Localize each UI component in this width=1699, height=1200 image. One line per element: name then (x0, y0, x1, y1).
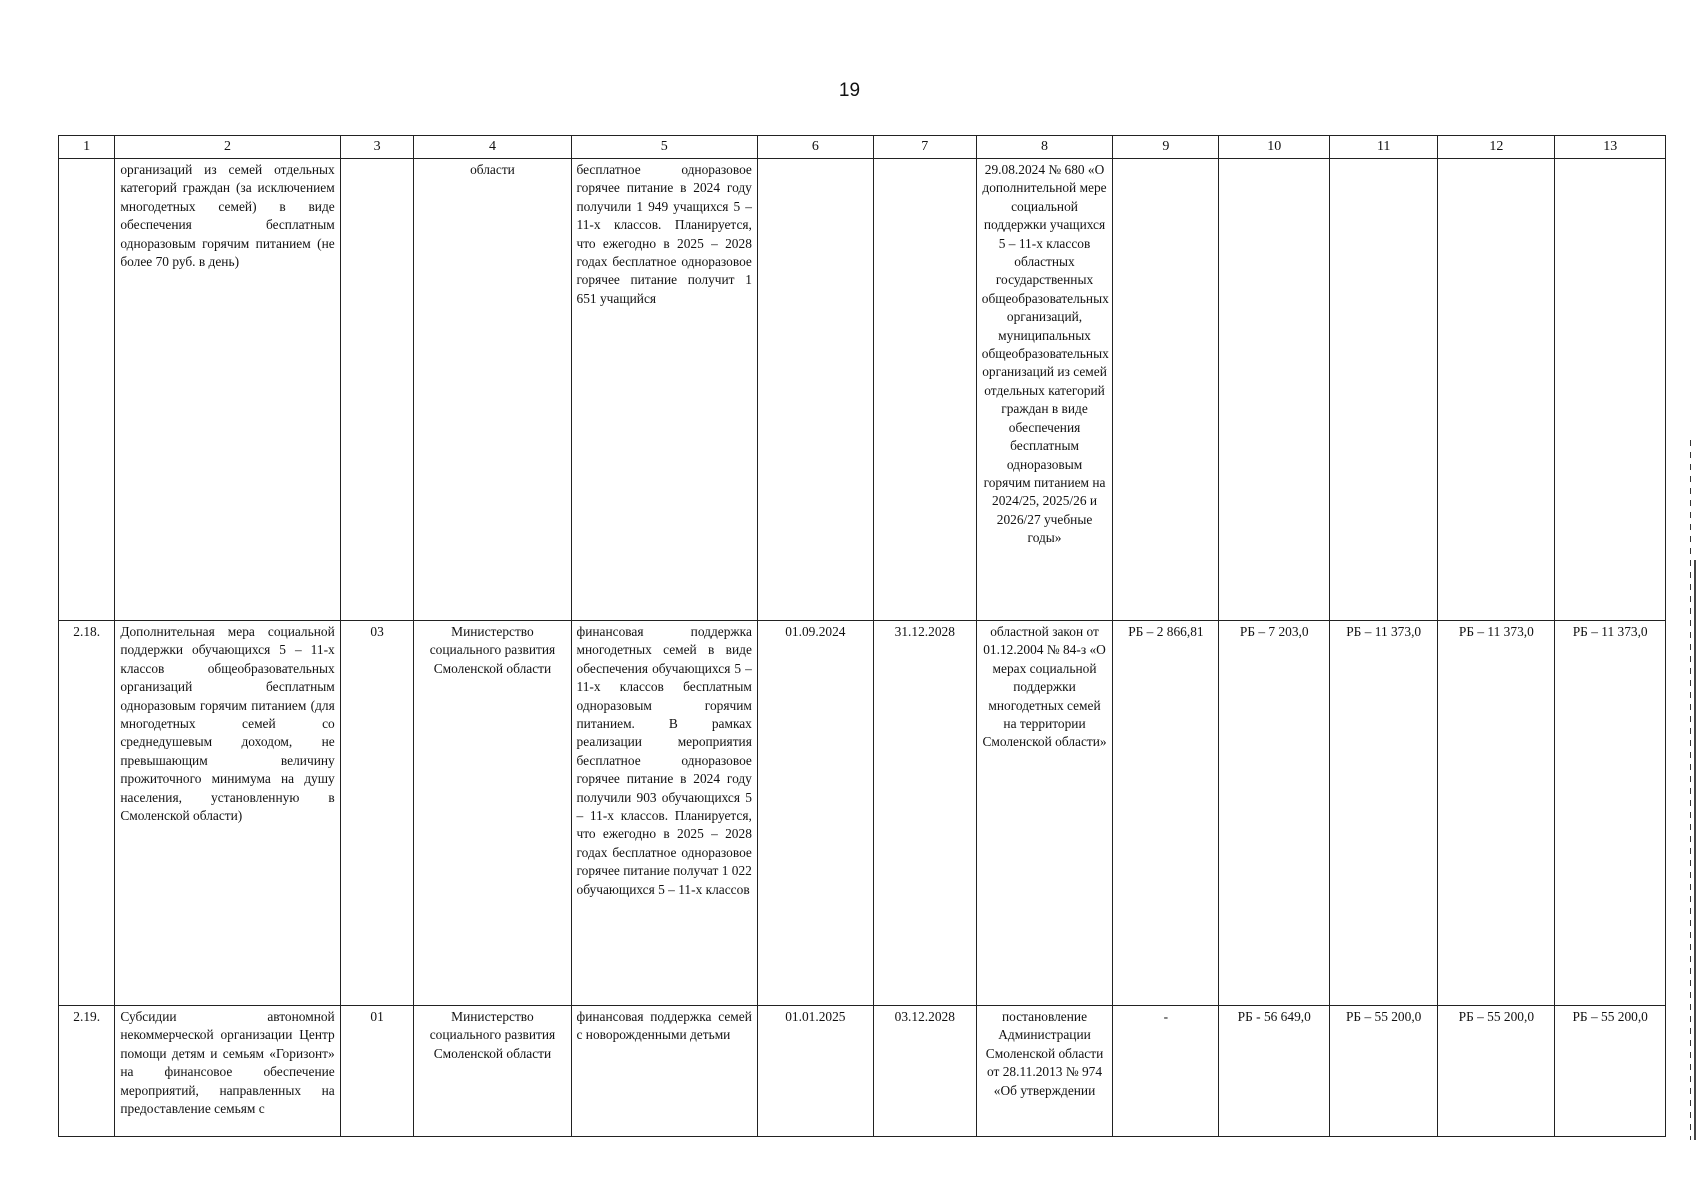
legal-basis-cell: областной закон от 01.12.2004 № 84-з «О мерах социальной поддержки многодетных семей на территории Смоленской области» (976, 621, 1113, 1006)
executor-cell: области (414, 159, 571, 621)
cell-text: РБ - 56 649,0 (1237, 1009, 1311, 1024)
funding-cell (1219, 1006, 1330, 1137)
table-row (59, 621, 1666, 1006)
column-header: 11 (1330, 136, 1438, 159)
cell-text: РБ – 55 200,0 (1345, 1009, 1422, 1024)
funding-cell (1555, 159, 1666, 621)
page-number: 19 (838, 80, 861, 101)
funding-cell (1330, 159, 1438, 621)
table-row (59, 159, 1666, 621)
cell-text: 01.01.2025 (785, 1009, 846, 1024)
row-number-cell (59, 1006, 115, 1137)
cell-text: Министерство социального развития Смоленской области (429, 1009, 556, 1061)
activity-name-cell (115, 1006, 340, 1137)
cell-text: РБ – 55 200,0 (1572, 1009, 1648, 1024)
start-date-cell: 01.09.2024 (757, 621, 873, 1006)
funding-cell (1219, 159, 1330, 621)
column-header: 1 (59, 136, 115, 159)
column-header: 6 (757, 136, 873, 159)
row-number-cell: 2.18. (59, 621, 115, 1006)
legal-basis-cell (976, 1006, 1113, 1137)
funding-cell: РБ – 11 373,0 (1438, 621, 1555, 1006)
program-activities-table (58, 135, 1666, 1137)
cell-text: 03.12.2028 (894, 1009, 955, 1024)
column-header: 4 (414, 136, 571, 159)
start-date-cell (757, 159, 873, 621)
result-cell (571, 1006, 757, 1137)
executor-cell (414, 1006, 571, 1137)
column-header: 2 (115, 136, 340, 159)
scan-edge-mark (1690, 440, 1691, 1140)
cell-text: 2.19. (73, 1009, 101, 1024)
activity-name-cell: Дополнительная мера социальной поддержки обучающихся 5 – 11-х классов общеобразовательных организаций бесплатным одноразовым горячим питанием (для многодетных семей со среднедушевым доходом, не превышающим величину прожиточного минимума на душу населения, установленную в Смоленской области) (115, 621, 340, 1006)
cell-text: 01 (370, 1009, 384, 1024)
executor-cell: Министерство социального развития Смоленской области (414, 621, 571, 1006)
funding-cell: РБ – 11 373,0 (1555, 621, 1666, 1006)
row-number-cell (59, 159, 115, 621)
funding-cell (1555, 1006, 1666, 1137)
legal-basis-cell: 29.08.2024 № 680 «О дополнительной мере социальной поддержки учащихся 5 – 11-х классов областных государственных общеобразовательных организаций, муниципальных общеобразовательных организаций из семей отдельных категорий граждан в виде обеспечения бесплатным одноразовым горячим питанием на 2024/25, 2025/26 и 2026/27 учебные годы» (976, 159, 1113, 621)
column-header: 9 (1113, 136, 1219, 159)
funding-cell (1330, 1006, 1438, 1137)
cell-text: постановление Администрации Смоленской области от 28.11.2013 № 974 «Об утверждении (985, 1009, 1104, 1098)
cell-text: Субсидии автономной некоммерческой организации Центр помощи детям и семьям «Горизонт» на финансовое обеспечение мероприятий, направленных на предоставление семьям с (120, 1009, 335, 1117)
funding-cell: РБ – 11 373,0 (1330, 621, 1438, 1006)
start-date-cell (757, 1006, 873, 1137)
cell-text: финансовая поддержка семей с новорожденными детьми (576, 1009, 752, 1043)
column-number-header-row (59, 136, 1666, 159)
result-cell: бесплатное одноразовое горячее питание в 2024 году получили 1 949 учащихся 5 – 11-х классов. Планируется, что ежегодно в 2025 – 2028 годах бесплатное одноразовое горячее питание получит 1 651 учащийся (571, 159, 757, 621)
funding-cell (1113, 159, 1219, 621)
cell-text: - (1163, 1009, 1169, 1024)
result-cell: финансовая поддержка многодетных семей в виде обеспечения обучающихся 5 – 11-х классов бесплатным одноразовым горячим питанием. В рамках реализации мероприятия бесплатное одноразовое горячее питание в 2024 году получили 903 обучающихся 5 – 11-х классов. Планируется, что ежегодно в 2025 – 2028 годах бесплатное одноразовое горячее питание получат 1 022 обучающихся 5 – 11-х классов (571, 621, 757, 1006)
funding-cell (1438, 159, 1555, 621)
column-header: 3 (340, 136, 414, 159)
funding-cell: РБ – 2 866,81 (1113, 621, 1219, 1006)
funding-cell (1438, 1006, 1555, 1137)
scan-edge-line (1694, 560, 1696, 1140)
column-header: 12 (1438, 136, 1555, 159)
table-row (59, 1006, 1666, 1137)
column-header: 13 (1555, 136, 1666, 159)
funding-cell (1113, 1006, 1219, 1137)
end-date-cell (873, 159, 976, 621)
code-cell (340, 1006, 414, 1137)
activity-name-cell: организаций из семей отдельных категорий граждан (за исключением многодетных семей) в виде обеспечения бесплатным одноразовым горячим питанием (не более 70 руб. в день) (115, 159, 340, 621)
column-header: 5 (571, 136, 757, 159)
column-header: 8 (976, 136, 1113, 159)
end-date-cell: 31.12.2028 (873, 621, 976, 1006)
column-header: 10 (1219, 136, 1330, 159)
cell-text: РБ – 55 200,0 (1458, 1009, 1535, 1024)
end-date-cell (873, 1006, 976, 1137)
column-header: 7 (873, 136, 976, 159)
code-cell: 03 (340, 621, 414, 1006)
funding-cell: РБ – 7 203,0 (1219, 621, 1330, 1006)
code-cell (340, 159, 414, 621)
